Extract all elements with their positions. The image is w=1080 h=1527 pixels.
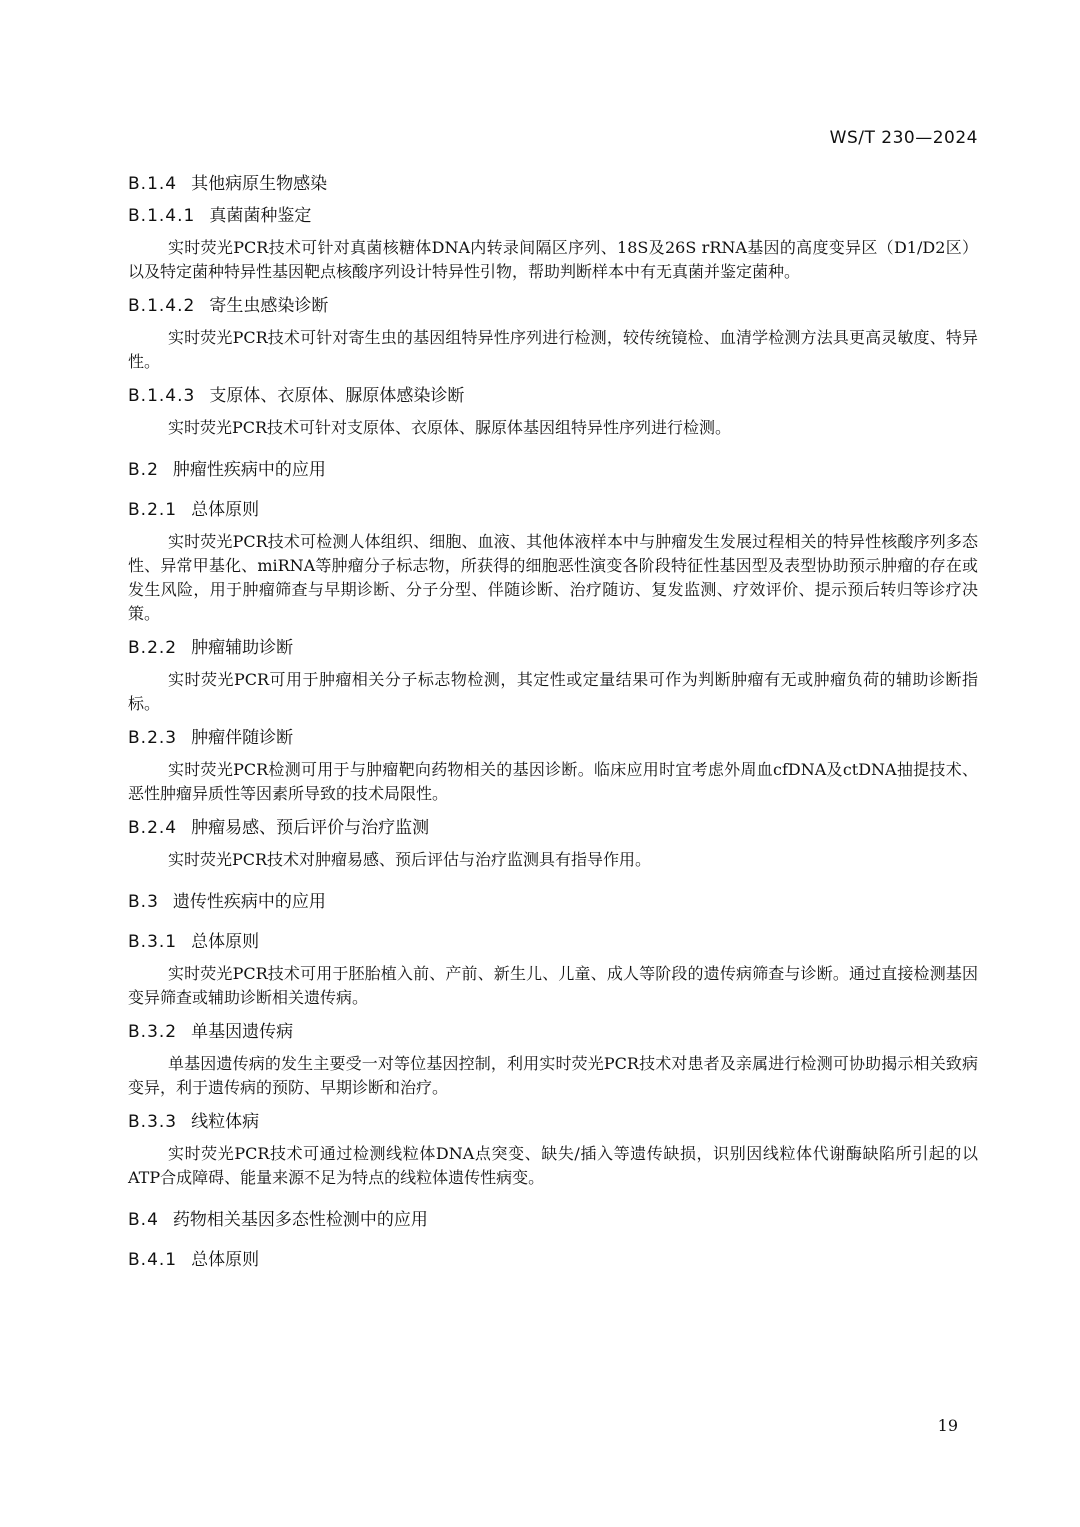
section-number: B.1.4.3	[128, 386, 196, 406]
section-title: 其他病原生物感染	[191, 174, 328, 194]
paragraph: 实时荧光PCR技术对肿瘤易感、预后评估与治疗监测具有指导作用。	[168, 850, 652, 869]
document-code: WS/T 230—2024	[829, 128, 978, 148]
section-title: 药物相关基因多态性检测中的应用	[172, 1210, 428, 1230]
paragraph: 实时荧光PCR技术可检测人体组织、细胞、血液、其他体液样本中与肿瘤发生发展过程相关的特异性核酸序列多态性、异常甲基化、miRNA等肿瘤分子标志物，所获得的细胞恶性演变各阶段特征性基因型及表型协助预示肿瘤的存在或发生风险，用于肿瘤筛查与早期诊断、分子分型、伴随诊断、治疗随访、复发监测、疗效评价、提示预后转归等诊疗决策。	[128, 532, 978, 623]
section-title: 真菌菌种鉴定	[209, 206, 312, 226]
paragraph: 实时荧光PCR可用于肿瘤相关分子标志物检测，其定性或定量结果可作为判断肿瘤有无或肿瘤负荷的辅助诊断指标。	[128, 670, 978, 713]
section-title: 遗传性疾病中的应用	[172, 892, 326, 912]
section-number: B.1.4.2	[128, 296, 196, 316]
section-heading	[128, 816, 978, 840]
section-number: B.3	[128, 892, 159, 912]
section-number: B.2.4	[128, 818, 178, 838]
paragraph: 实时荧光PCR技术可通过检测线粒体DNA点突变、缺失/插入等遗传缺损，识别因线粒体代谢酶缺陷所引起的以ATP合成障碍、能量来源不足为特点的线粒体遗传性病变。	[128, 1144, 978, 1187]
section-title: 总体原则	[191, 500, 260, 520]
section-heading	[128, 498, 978, 522]
section-title: 肿瘤辅助诊断	[191, 638, 294, 658]
section-number: B.1.4	[128, 174, 178, 194]
section-heading	[128, 172, 978, 196]
section-title: 总体原则	[191, 932, 260, 952]
section-number: B.3.3	[128, 1112, 178, 1132]
section-number: B.2.1	[128, 500, 178, 520]
section-heading	[128, 384, 978, 408]
section-heading	[128, 930, 978, 954]
section-title: 单基因遗传病	[191, 1022, 294, 1042]
section-title: 支原体、衣原体、脲原体感染诊断	[209, 386, 465, 406]
section-heading	[128, 1208, 978, 1232]
section-number: B.2.3	[128, 728, 178, 748]
section-heading	[128, 1248, 978, 1272]
section-heading	[128, 636, 978, 660]
paragraph: 实时荧光PCR检测可用于与肿瘤靶向药物相关的基因诊断。临床应用时宜考虑外周血cfDNA及ctDNA抽提技术、恶性肿瘤异质性等因素所导致的技术局限性。	[128, 760, 978, 803]
document-body	[128, 172, 978, 1280]
page-number: 19	[937, 1416, 958, 1435]
section-heading	[128, 458, 978, 482]
paragraph: 实时荧光PCR技术可针对真菌核糖体DNA内转录间隔区序列、18S及26S rRNA基因的高度变异区（D1/D2区）以及特定菌种特异性基因靶点核酸序列设计特异性引物，帮助判断样本中有无真菌并鉴定菌种。	[128, 238, 978, 281]
section-number: B.3.2	[128, 1022, 178, 1042]
section-heading	[128, 1110, 978, 1134]
section-number: B.3.1	[128, 932, 178, 952]
paragraph: 实时荧光PCR技术可针对寄生虫的基因组特异性序列进行检测，较传统镜检、血清学检测方法具更高灵敏度、特异性。	[128, 328, 978, 371]
paragraph: 单基因遗传病的发生主要受一对等位基因控制，利用实时荧光PCR技术对患者及亲属进行检测可协助揭示相关致病变异，利于遗传病的预防、早期诊断和治疗。	[128, 1054, 978, 1097]
section-number: B.2	[128, 460, 159, 480]
section-heading	[128, 726, 978, 750]
section-heading	[128, 890, 978, 914]
section-title: 肿瘤易感、预后评价与治疗监测	[191, 818, 430, 838]
section-title: 肿瘤性疾病中的应用	[172, 460, 326, 480]
section-title: 寄生虫感染诊断	[209, 296, 329, 316]
section-number: B.1.4.1	[128, 206, 196, 226]
section-number: B.4	[128, 1210, 159, 1230]
paragraph: 实时荧光PCR技术可用于胚胎植入前、产前、新生儿、儿童、成人等阶段的遗传病筛查与诊断。通过直接检测基因变异筛查或辅助诊断相关遗传病。	[128, 964, 978, 1007]
paragraph: 实时荧光PCR技术可针对支原体、衣原体、脲原体基因组特异性序列进行检测。	[168, 418, 732, 437]
section-number: B.2.2	[128, 638, 178, 658]
section-heading	[128, 204, 978, 228]
section-heading	[128, 294, 978, 318]
section-number: B.4.1	[128, 1250, 178, 1270]
section-heading	[128, 1020, 978, 1044]
section-title: 总体原则	[191, 1250, 260, 1270]
section-title: 肿瘤伴随诊断	[191, 728, 294, 748]
section-title: 线粒体病	[191, 1112, 260, 1132]
